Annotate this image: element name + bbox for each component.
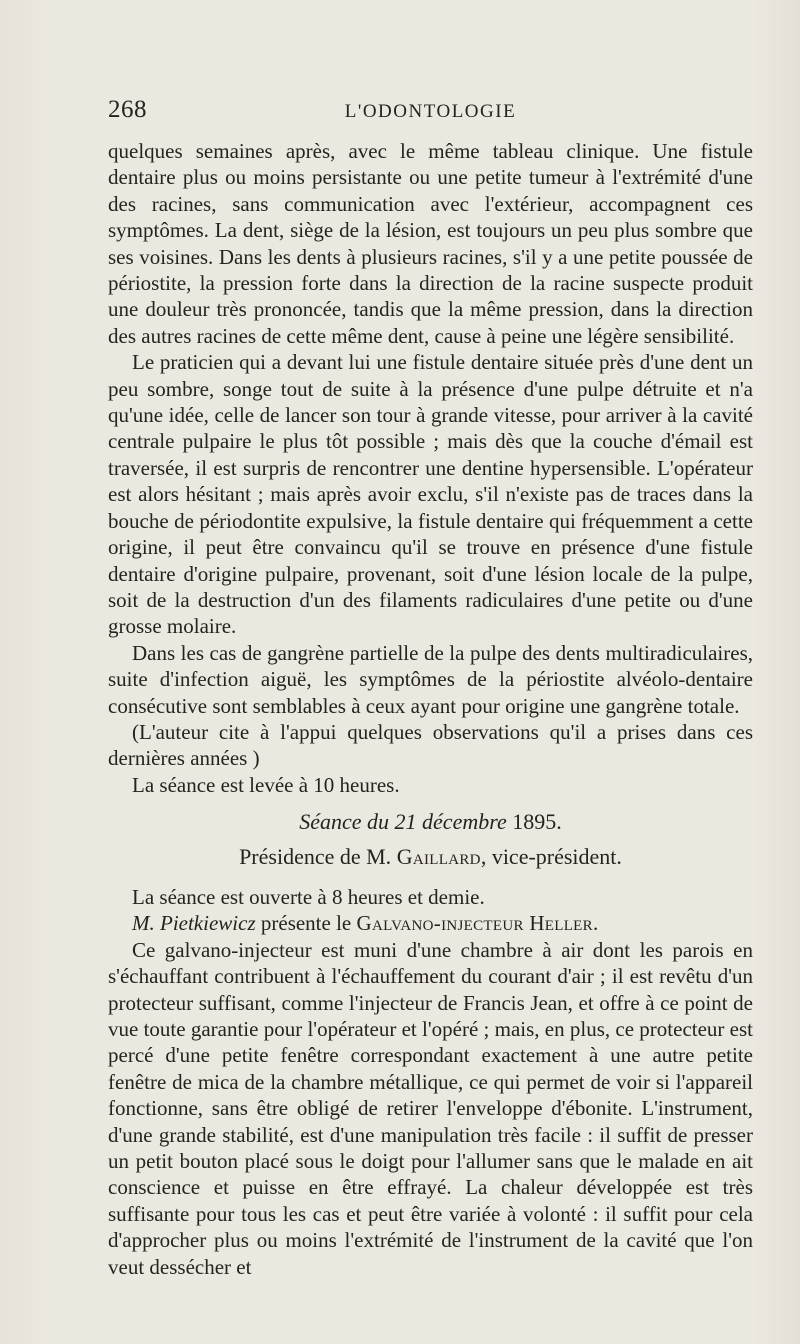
page-body [108, 138, 753, 1280]
speaker-name: M. Pietkiewicz [132, 911, 256, 936]
running-head: L'ODONTOLOGIE [344, 101, 517, 122]
paragraph: quelques semaines après, avec le même tableau clinique. Une fistule dentaire plus ou moins persistante ou une petite tumeur à l'extrémité d'une des racines, sans communication avec l'extérieur, accompagnent ces symptômes. La dent, siège de la lésion, est toujours un peu plus sombre que ses voisines. Dans les dents à plusieurs racines, s'il y a une petite poussée de périostite, la pression forte dans la direction de la racine suspecte produit une douleur très prononcée, tandis que la même pression, dans la direction des autres racines de cette même dent, cause à peine une légère sensibilité. [108, 139, 753, 348]
paragraph: La séance est ouverte à 8 heures et demie. [132, 884, 485, 909]
paragraph-text: présente le [255, 911, 357, 936]
page-header [108, 96, 753, 130]
paragraph [108, 910, 753, 936]
paragraph: (L'auteur cite à l'appui quelques observations qu'il a prises dans ces dernières années ) [108, 719, 753, 771]
presidency-line [108, 844, 753, 870]
paragraph: Dans les cas de gangrène partielle de la pulpe des dents multiradiculaires, suite d'infection aiguë, les symptômes de la périostite alvéolo-dentaire consécutive sont semblables à ceux ayant pour origine une gangrène totale. [108, 640, 753, 718]
paragraph: Le praticien qui a devant lui une fistule dentaire située près d'une dent un peu sombre, songe tout de suite à la présence d'une pulpe détruite et n'a qu'une idée, celle de lancer son tour à grande vitesse, pour arriver à la cavité centrale pulpaire le plus tôt possible ; mais dès que la couche d'émail est traversée, il est surpris de rencontrer une dentine hypersensible. L'opérateur est alors hésitant ; mais après avoir exclu, s'il n'existe pas de traces dans la bouche de périodontite expulsive, la fistule dentaire qui fréquemment a cette origine, il peut être convaincu qu'il se trouve en présence d'une fistule dentaire d'origine pulpaire, provenant, soit d'une lésion locale de la pulpe, soit de la destruction d'un des filaments radiculaires d'une petite ou d'une grosse molaire. [108, 350, 753, 639]
device-name: Galvano-injecteur Heller. [356, 911, 599, 936]
session-heading-year: 1895. [512, 809, 562, 835]
presidency-suffix: , vice-président. [480, 843, 622, 869]
session-heading [108, 809, 753, 835]
paragraph: Ce galvano-injecteur est muni d'une chambre à air dont les parois en s'échauffant contribuent à l'échauffement du courant d'air ; il est revêtu d'un protecteur suffisant, comme l'injecteur de Francis Jean, et offre à ce point de vue toute garantie pour l'opérateur et l'opéré ; mais, en plus, ce protecteur est percé d'une petite fenêtre correspondant exactement à une autre petite fenêtre de mica de la chambre métallique, ce qui permet de voir si l'appareil fonctionne, sans être obligé de retirer l'enveloppe d'ébonite. L'instrument, d'une grande stabilité, est d'une manipulation très facile : il suffit de presser un petit bouton placé sous le doigt pour l'allumer sans que le malade en ait conscience et puisse en être effrayé. La chaleur développée est très suffisante pour tous les cas et peut être variée à volonté : il suffit pour cela d'approcher plus ou moins l'extrémité de l'instrument de la cavité que l'on veut dessécher et [108, 937, 753, 1279]
paragraph: La séance est levée à 10 heures. [132, 772, 400, 797]
presidency-prefix: Présidence de M. [239, 843, 392, 869]
president-name: Gaillard [396, 843, 481, 869]
page-number: 268 [108, 96, 147, 123]
session-heading-text: Séance du 21 décembre [299, 809, 507, 835]
